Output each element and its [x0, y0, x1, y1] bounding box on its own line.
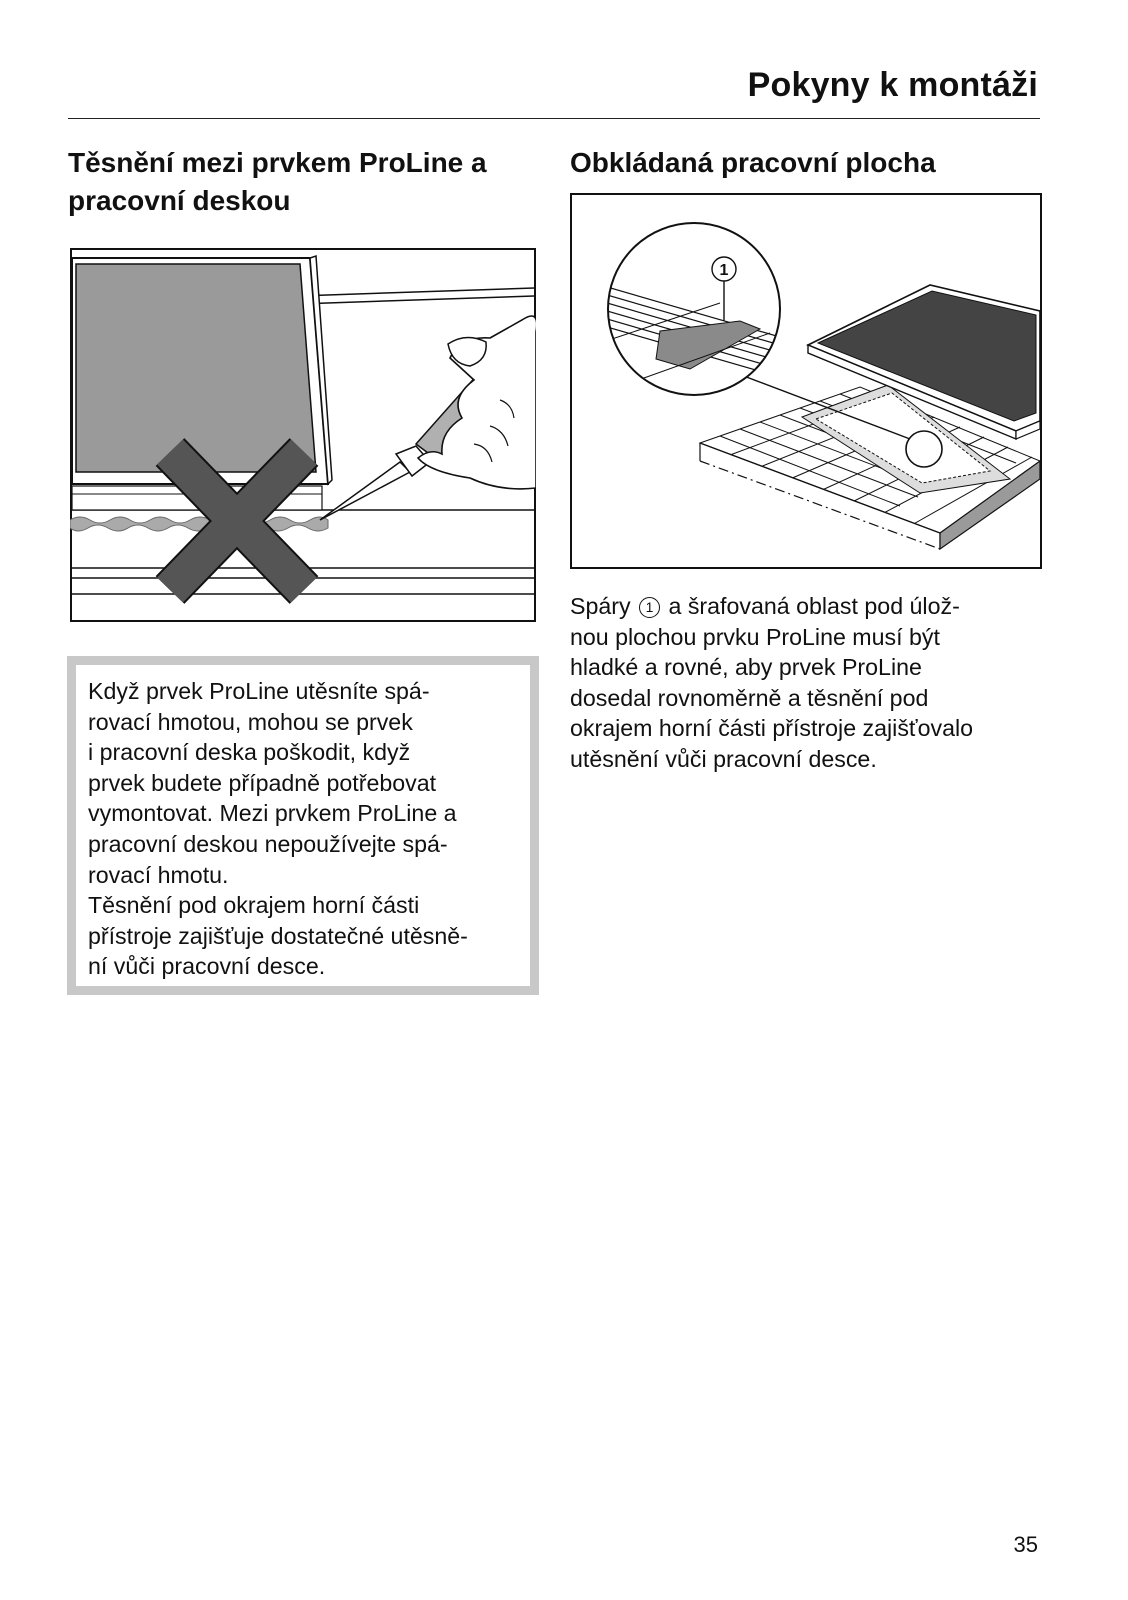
- description-line: nou plochou prvku ProLine musí být: [570, 623, 940, 650]
- description-line: okrajem horní části přístroje zajišťovalo: [570, 715, 974, 742]
- warning-box: [67, 656, 539, 995]
- section-title-tiled-worktop: Obkládaná pracovní plocha: [570, 147, 936, 178]
- sealant-prohibited-illustration: [70, 248, 536, 622]
- warning-line: přístroje zajišťuje dostatečné utěsně-: [88, 922, 468, 949]
- warning-line: i pracovní deska poškodit, když: [88, 739, 411, 766]
- tiled-worktop-illustration: [570, 193, 1042, 569]
- section-title-line-2: pracovní deskou: [68, 185, 291, 216]
- description-line: dosedal rovnoměrně a těsnění pod: [570, 684, 929, 711]
- page-header: [68, 60, 1040, 119]
- page-number: 35: [1013, 1532, 1038, 1557]
- page-title: Pokyny k montáži: [747, 66, 1038, 104]
- warning-line: Těsnění pod okrajem horní části: [88, 892, 420, 919]
- description-line-1-start: Spáry: [570, 593, 631, 619]
- callout-1-inline-icon: 1: [639, 597, 660, 618]
- warning-line: rovací hmotu.: [88, 861, 229, 888]
- warning-line: Když prvek ProLine utěsníte spá-: [88, 678, 430, 704]
- callout-1-label: 1: [719, 262, 729, 279]
- tiled-worktop-description: [570, 591, 1040, 775]
- warning-line: prvek budete případně potřebovat: [88, 769, 437, 796]
- section-title-line-1: Těsnění mezi prvkem ProLine a: [68, 147, 487, 178]
- warning-line: rovací hmotou, mohou se prvek: [88, 708, 413, 735]
- description-line: hladké a rovné, aby prvek ProLine: [570, 654, 922, 681]
- description-line: utěsnění vůči pracovní desce.: [570, 745, 877, 772]
- warning-line: ní vůči pracovní desce.: [88, 953, 326, 980]
- warning-text: [88, 676, 516, 982]
- warning-line: vymontovat. Mezi prvkem ProLine a: [88, 800, 457, 827]
- warning-line: pracovní deskou nepoužívejte spá-: [88, 830, 448, 857]
- description-line-1-end: a šrafovaná oblast pod úlož-: [668, 593, 960, 619]
- section-title-sealing: [68, 144, 548, 220]
